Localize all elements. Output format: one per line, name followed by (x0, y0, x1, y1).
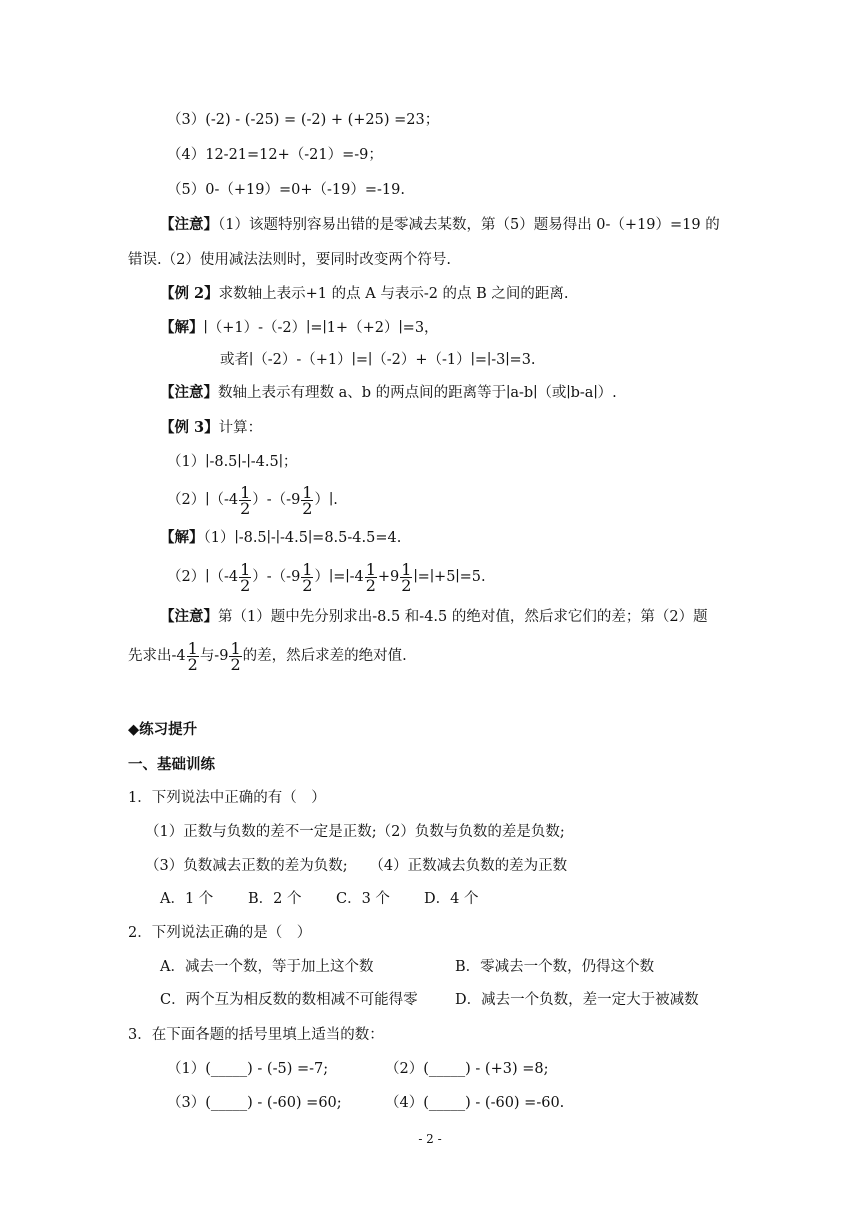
fraction-one-half (400, 559, 412, 595)
fraction-numerator: 1 (401, 559, 412, 579)
expr-text: +9 (377, 569, 400, 585)
fraction-denominator: 2 (187, 654, 198, 674)
fraction-denominator: 2 (401, 575, 412, 595)
ex1-line-5: （5）0-（+19）=0+（-19）=-19. (167, 182, 405, 198)
question-1-option-a: A．1 个 (160, 891, 214, 907)
question-1-option-d: D．4 个 (424, 891, 479, 907)
fraction-one-half (187, 638, 199, 674)
question-3-part-3: （3）(_____) - (-60) =60; (167, 1095, 342, 1111)
note-3-text: 与-9 (199, 648, 229, 664)
expr-text: ）-（-9 (252, 492, 301, 508)
solution-3-text: （1）∣-8.5∣-∣-4.5∣=8.5-4.5=4. (203, 530, 402, 546)
expr-text: ∣=∣+5∣=5. (413, 569, 486, 585)
subsection-title: 一、基础训练 (128, 757, 215, 773)
fraction-one-half (239, 482, 251, 518)
page-number: - 2 - (418, 1132, 442, 1146)
note-1-line-1 (160, 215, 720, 235)
question-3-part-2: （2）(_____) - (+3) =8; (385, 1061, 549, 1077)
note-3-text: 第（1）题中先分别求出-8.5 和-4.5 的绝对值，然后求它们的差；第（2）题 (218, 609, 708, 625)
question-3-part-1: （1）(_____) - (-5) =-7; (167, 1061, 329, 1077)
fraction-numerator: 1 (230, 638, 241, 658)
note-3-text: 的差，然后求差的绝对值. (242, 648, 407, 664)
example-3 (160, 418, 262, 438)
expr-text: （2）∣（-4 (167, 569, 239, 585)
question-1-statements-1: （1）正数与负数的差不一定是正数;（2）负数与负数的差是负数; (145, 824, 565, 840)
fraction-one-half (229, 638, 241, 674)
solution-2-text: ∣（+1）-（-2）∣=∣1+（+2）∣=3， (203, 320, 439, 336)
note-1-text: （1）该题特别容易出错的是零减去某数，第（5）题易得出 0-（+19）=19 的 (218, 217, 720, 233)
note-3-line-1 (160, 607, 708, 627)
expr-text: （2）∣（-4 (167, 492, 239, 508)
ex1-line-3: （3）(-2) - (-25) = (-2) + (+25) =23； (167, 112, 440, 128)
question-1-option-c: C．3 个 (336, 891, 390, 907)
solution-label: 【解】 (160, 319, 204, 336)
note-label: 【注意】 (160, 608, 218, 625)
fraction-numerator: 1 (365, 559, 376, 579)
example-3-part-2 (167, 484, 338, 516)
fraction-numerator: 1 (240, 559, 251, 579)
fraction-one-half (365, 559, 377, 595)
note-3-text: 先求出-4 (128, 648, 186, 664)
fraction-denominator: 2 (240, 575, 251, 595)
question-1-stem: 1．下列说法中正确的有（ ） (128, 790, 326, 806)
question-1-statements-2: （3）负数减去正数的差为负数; （4）正数减去负数的差为正数 (145, 858, 568, 874)
example-2 (160, 284, 569, 304)
fraction-denominator: 2 (230, 654, 241, 674)
solution-2-line-1 (160, 318, 439, 338)
fraction-one-half (301, 559, 313, 595)
fraction-numerator: 1 (302, 559, 313, 579)
fraction-one-half (301, 482, 313, 518)
expr-text: ）∣. (314, 492, 338, 508)
fraction-denominator: 2 (365, 575, 376, 595)
example-label: 【例 2】 (160, 285, 219, 302)
fraction-one-half (239, 559, 251, 595)
solution-3-line-2 (167, 561, 486, 593)
example-3-part-1: （1）∣-8.5∣-∣-4.5∣； (167, 454, 298, 470)
question-1-option-b: B．2 个 (248, 891, 302, 907)
question-2-option-d: D．减去一个负数，差一定大于被减数 (455, 992, 699, 1008)
solution-3-line-1 (160, 528, 401, 548)
question-3-part-4: （4）(_____) - (-60) =-60. (385, 1095, 565, 1111)
fraction-numerator: 1 (187, 638, 198, 658)
fraction-numerator: 1 (302, 482, 313, 502)
note-label: 【注意】 (160, 384, 218, 401)
fraction-numerator: 1 (240, 482, 251, 502)
question-3-stem: 3．在下面各题的括号里填上适当的数： (128, 1027, 384, 1043)
solution-label: 【解】 (160, 529, 204, 546)
question-2-option-b: B．零减去一个数，仍得这个数 (455, 959, 655, 975)
question-2-option-a: A．减去一个数，等于加上这个数 (160, 959, 374, 975)
question-2-option-c: C．两个互为相反数的数相减不可能得零 (160, 992, 418, 1008)
note-2 (160, 383, 617, 403)
expr-text: ）∣=∣-4 (314, 569, 364, 585)
solution-2-line-2: 或者∣（-2）-（+1）∣=∣（-2）+（-1）∣=∣-3∣=3. (220, 352, 536, 368)
expr-text: ）-（-9 (252, 569, 301, 585)
example-3-text: 计算： (218, 420, 263, 436)
question-2-stem: 2．下列说法正确的是（ ） (128, 925, 312, 941)
note-label: 【注意】 (160, 216, 218, 233)
example-2-text: 求数轴上表示+1 的点 A 与表示-2 的点 B 之间的距离. (218, 286, 569, 302)
fraction-denominator: 2 (302, 575, 313, 595)
fraction-denominator: 2 (302, 498, 313, 518)
note-2-text: 数轴上表示有理数 a、b 的两点间的距离等于∣a-b∣（或∣b-a∣）. (218, 385, 617, 401)
ex1-line-4: （4）12-21=12+（-21）=-9； (167, 147, 383, 163)
example-label: 【例 3】 (160, 419, 219, 436)
note-3-line-2 (128, 640, 407, 672)
note-1-line-2: 错误.（2）使用减法法则时，要同时改变两个符号. (128, 252, 451, 268)
fraction-denominator: 2 (240, 498, 251, 518)
section-title: ◆练习提升 (128, 722, 198, 738)
